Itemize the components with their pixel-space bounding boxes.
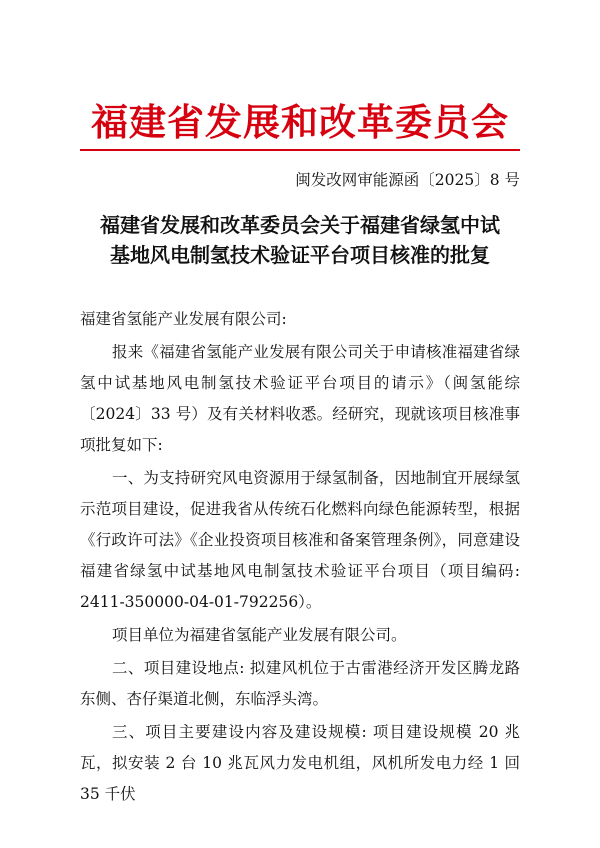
paragraph: 报来《福建省氢能产业发展有限公司关于申请核准福建省绿氢中试基地风电制氢技术验证平台项目的请示》（闽氢能综〔2024〕33 号）及有关材料收悉。经研究，现就该项目核准事项批复如下:: [80, 343, 520, 454]
document-title-line-1: 福建省发展和改革委员会关于福建省绿氢中试: [100, 213, 500, 237]
paragraph: 项目单位为福建省氢能产业发展有限公司。: [112, 626, 407, 644]
org-header-title: 福建省发展和改革委员会: [91, 100, 509, 144]
paragraph: 二、项目建设地点: 拟建风机位于古雷港经济开发区腾龙路东侧、杏仔渠道北侧，东临浮头湾。: [80, 659, 520, 708]
red-divider-line: [80, 149, 520, 151]
paragraph: 一、为支持研究风电资源用于绿氢制备，因地制宜开展绿氢示范项目建设，促进我省从传统石化燃料向绿色能源转型，根据《行政许可法》《企业投资项目核准和备案管理条例》，同意建设福建省绿氢中试基地风电制氢技术验证平台项目（项目编码: 2411-350000-04-01-792256）。: [80, 469, 520, 611]
document-body: [80, 304, 520, 812]
document-title-line-2: 基地风电制氢技术验证平台项目核准的批复: [110, 243, 490, 267]
document-number: 闽发改网审能源函〔2025〕8 号: [295, 171, 520, 189]
paragraph: 三、项目主要建设内容及建设规模: 项目建设规模 20 兆瓦，拟安装 2 台 10 兆瓦风力发电机组，风机所发电力经 1 回 35 千伏: [80, 723, 520, 803]
document-title: [60, 210, 540, 270]
salutation: 福建省氢能产业发展有限公司:: [80, 310, 287, 328]
